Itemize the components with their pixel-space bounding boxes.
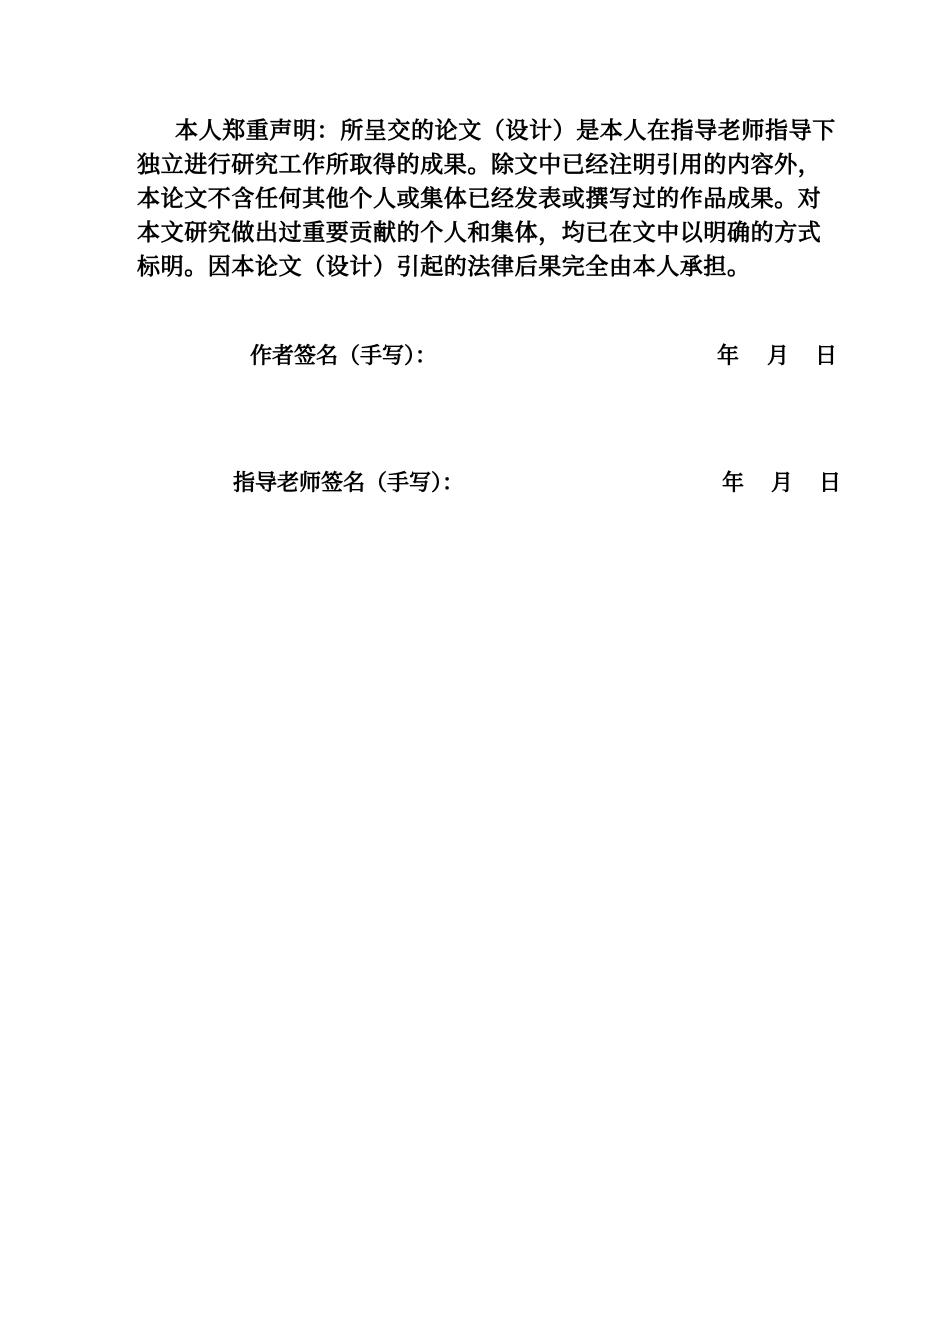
declaration-line: 本人郑重声明：所呈交的论文（设计）是本人在指导老师指导下 [175, 118, 836, 144]
author-signature-row [250, 342, 850, 372]
declaration-paragraph [137, 114, 849, 284]
author-date-month: 月 [767, 344, 790, 369]
author-date-year: 年 [717, 344, 740, 369]
advisor-date-month: 月 [771, 471, 794, 496]
advisor-date-year: 年 [722, 471, 745, 496]
author-date-day: 日 [815, 344, 838, 369]
advisor-signature-label: 指导老师签名（手写）： [233, 471, 465, 496]
advisor-signature-row [233, 469, 853, 499]
declaration-line: 标明。因本论文（设计）引起的法律后果完全由本人承担。 [137, 254, 751, 280]
declaration-line: 独立进行研究工作所取得的成果。除文中已经注明引用的内容外， [137, 152, 822, 178]
declaration-line: 本论文不含任何其他个人或集体已经发表或撰写过的作品成果。对 [137, 186, 822, 212]
author-signature-label: 作者签名（手写）： [250, 344, 438, 369]
advisor-date-day: 日 [819, 471, 842, 496]
declaration-line: 本文研究做出过重要贡献的个人和集体，均已在文中以明确的方式 [137, 220, 822, 246]
